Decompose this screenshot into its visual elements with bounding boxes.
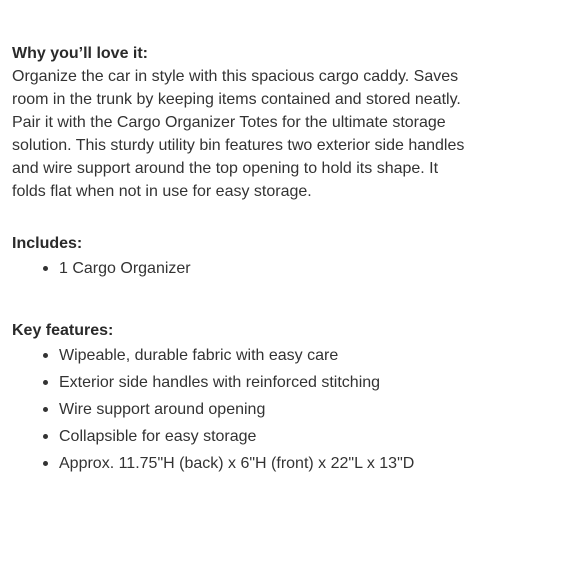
list-item-text: 1 Cargo Organizer bbox=[59, 260, 191, 277]
list-item-text: Approx. 11.75"H (back) x 6"H (front) x 22"L x 13"D bbox=[59, 455, 415, 472]
features-list bbox=[12, 342, 572, 477]
list-item-text: Exterior side handles with reinforced stitching bbox=[59, 374, 381, 391]
list-item bbox=[12, 369, 572, 396]
love-line: and wire support around the top opening to hold its shape. It bbox=[12, 160, 439, 177]
includes-list bbox=[12, 255, 572, 282]
love-line: folds flat when not in use for easy storage. bbox=[12, 183, 312, 200]
bullet-icon bbox=[43, 407, 48, 412]
includes-heading: Includes: bbox=[12, 235, 83, 252]
features-heading: Key features: bbox=[12, 322, 114, 339]
features-section bbox=[12, 319, 572, 477]
love-section bbox=[12, 42, 572, 203]
bullet-icon bbox=[43, 434, 48, 439]
list-item-text: Wipeable, durable fabric with easy care bbox=[59, 347, 339, 364]
list-item-text: Collapsible for easy storage bbox=[59, 428, 257, 445]
list-item-text: Wire support around opening bbox=[59, 401, 266, 418]
product-description bbox=[12, 42, 572, 477]
includes-section bbox=[12, 232, 572, 282]
bullet-icon bbox=[43, 266, 48, 271]
list-item bbox=[12, 396, 572, 423]
bullet-icon bbox=[43, 461, 48, 466]
love-line: room in the trunk by keeping items contained and stored neatly. bbox=[12, 91, 461, 108]
bullet-icon bbox=[43, 380, 48, 385]
list-item bbox=[12, 255, 572, 282]
love-line: Organize the car in style with this spacious cargo caddy. Saves bbox=[12, 68, 459, 85]
list-item bbox=[12, 450, 572, 477]
love-line: solution. This sturdy utility bin features two exterior side handles bbox=[12, 137, 465, 154]
list-item bbox=[12, 342, 572, 369]
love-line: Pair it with the Cargo Organizer Totes for the ultimate storage bbox=[12, 114, 446, 131]
bullet-icon bbox=[43, 353, 48, 358]
love-heading: Why you’ll love it: bbox=[12, 45, 149, 62]
list-item bbox=[12, 423, 572, 450]
